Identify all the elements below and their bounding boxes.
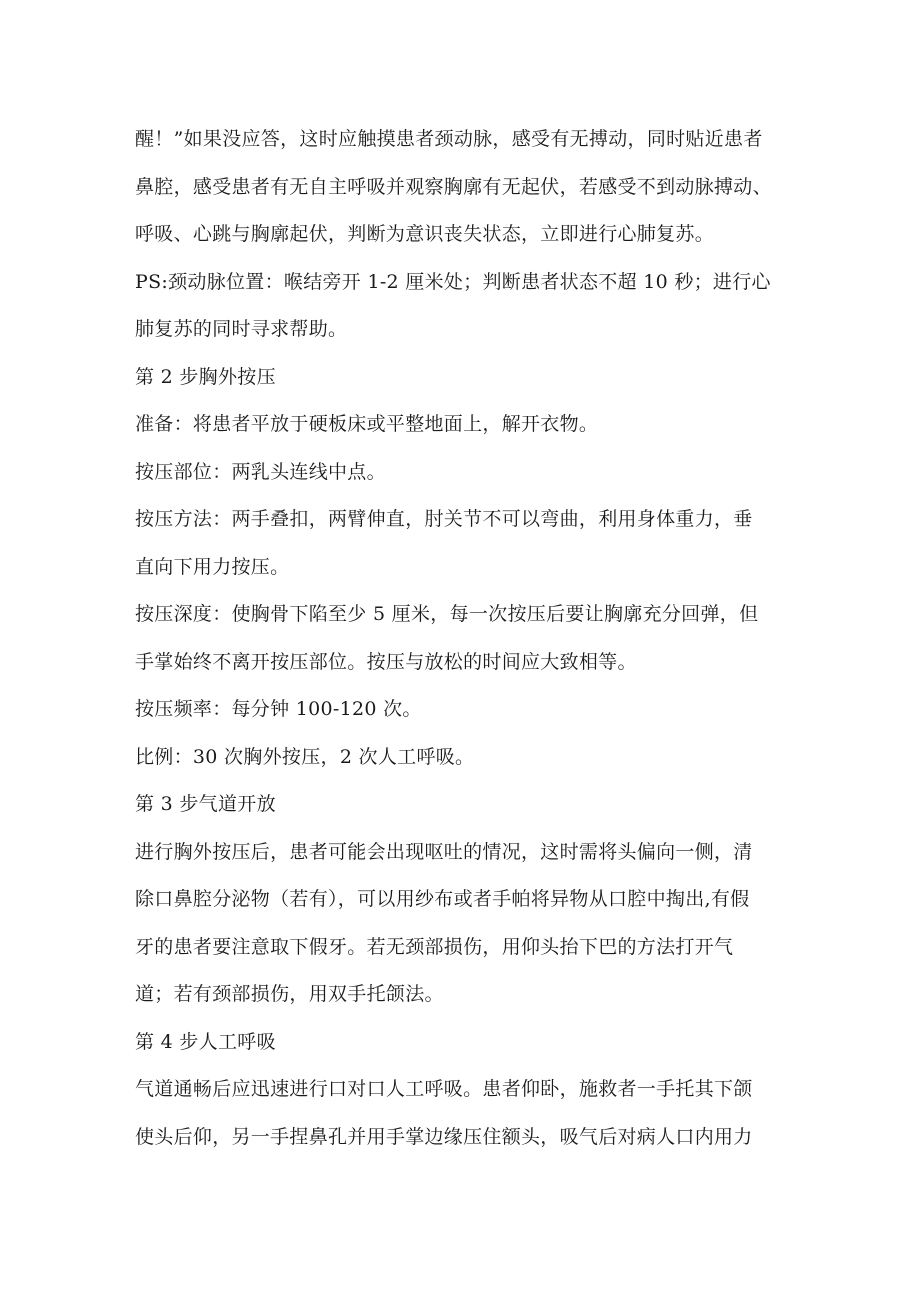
document-body bbox=[135, 116, 795, 1161]
text-line: 呼吸、心跳与胸廓起伏，判断为意识丧失状态，立即进行心肺复苏。 bbox=[135, 223, 715, 245]
text-line: 进行胸外按压后，患者可能会出现呕吐的情况，这时需将头偏向一侧，清 bbox=[135, 840, 753, 863]
text-line: 准备：将患者平放于硬板床或平整地面上，解开衣物。 bbox=[135, 413, 599, 435]
text-line: 手掌始终不离开按压部位。按压与放松的时间应大致相等。 bbox=[135, 650, 637, 673]
text-line: 道；若有颈部损伤，用双手托颌法。 bbox=[135, 983, 444, 1005]
text-line: PS:颈动脉位置：喉结旁开 1-2 厘米处；判断患者状态不超 10 秒；进行心 bbox=[135, 270, 771, 293]
text-line: 使头后仰，另一手捏鼻孔并用手掌边缘压住额头，吸气后对病人口内用力 bbox=[135, 1125, 753, 1148]
text-line: 按压深度：使胸骨下陷至少 5 厘米，每一次按压后要让胸廓充分回弹，但 bbox=[135, 603, 759, 625]
text-line: 按压方法：两手叠扣，两臂伸直，肘关节不可以弯曲，利用身体重力，垂 bbox=[135, 508, 753, 530]
text-line: 牙的患者要注意取下假牙。若无颈部损伤，用仰头抬下巴的方法打开气 bbox=[135, 935, 734, 958]
section-heading-step-3: 第 3 步气道开放 bbox=[135, 793, 276, 815]
section-heading-step-4: 第 4 步人工呼吸 bbox=[135, 1030, 276, 1053]
section-heading-step-2: 第 2 步胸外按压 bbox=[135, 365, 276, 388]
text-line: 按压频率：每分钟 100-120 次。 bbox=[135, 698, 422, 720]
text-line: 醒！”如果没应答，这时应触摸患者颈动脉，感受有无搏动，同时贴近患者 bbox=[135, 128, 763, 150]
text-line: 比例：30 次胸外按压，2 次人工呼吸。 bbox=[135, 745, 475, 768]
text-line: 直向下用力按压。 bbox=[135, 555, 290, 578]
text-line: 气道通畅后应迅速进行口对口人工呼吸。患者仰卧，施救者一手托其下颌 bbox=[135, 1078, 753, 1100]
text-line: 除口鼻腔分泌物（若有），可以用纱布或者手帕将异物从口腔中掏出,有假 bbox=[135, 888, 750, 910]
text-line: 鼻腔，感受患者有无自主呼吸并观察胸廓有无起伏，若感受不到动脉搏动、 bbox=[135, 175, 772, 198]
text-line: 肺复苏的同时寻求帮助。 bbox=[135, 318, 348, 340]
text-line: 按压部位：两乳头连线中点。 bbox=[135, 460, 386, 483]
